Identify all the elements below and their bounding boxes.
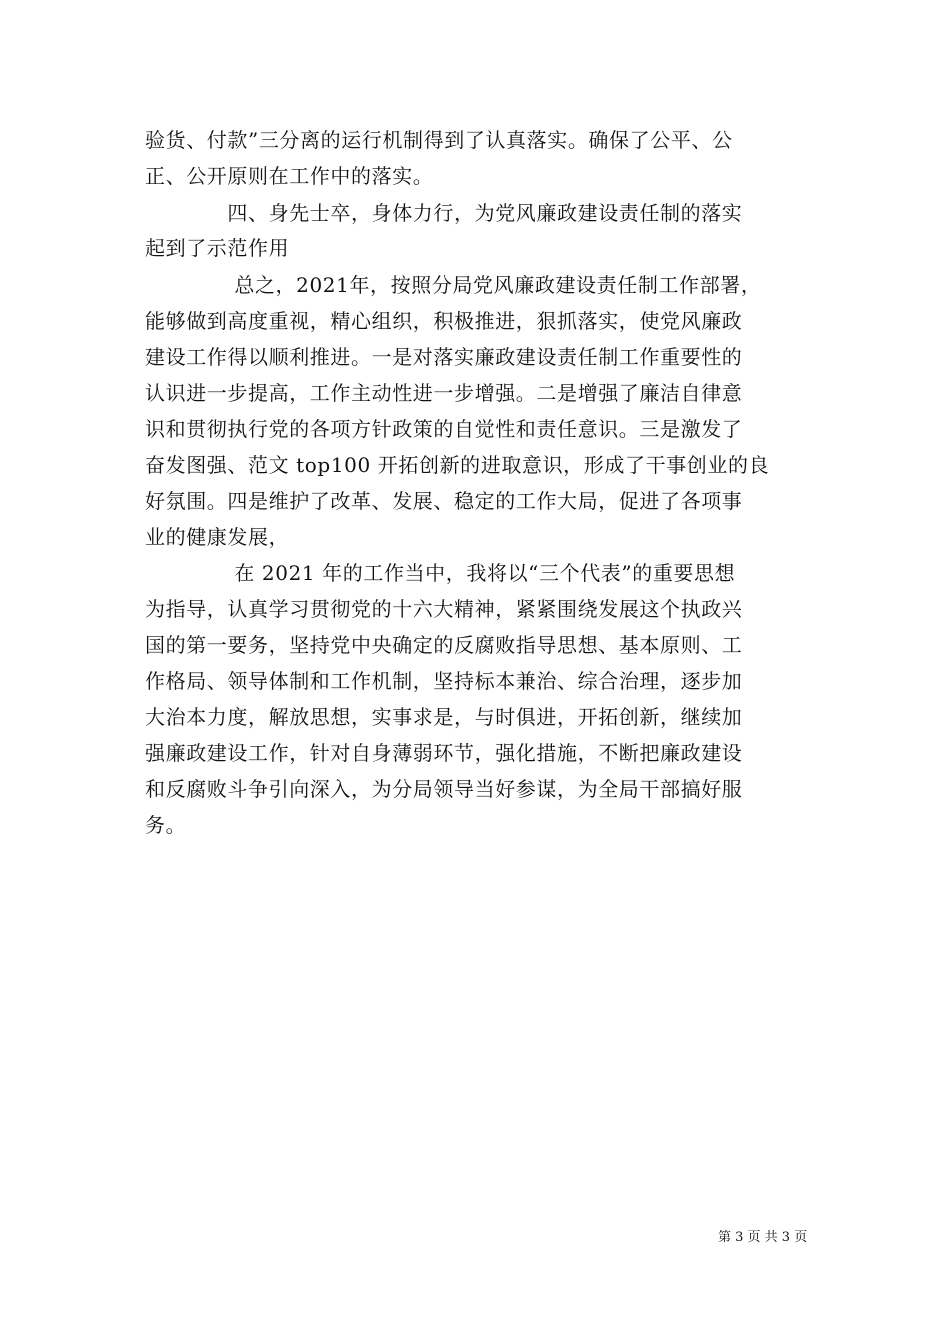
body-text-line: 建设工作得以顺利推进。一是对落实廉政建设责任制工作重要性的 <box>145 345 743 369</box>
body-text-line: 总之，2021年，按照分局党风廉政建设责任制工作部署， <box>145 273 762 297</box>
body-text-line: 强廉政建设工作，针对自身薄弱环节，强化措施，不断把廉政建设 <box>145 741 743 765</box>
body-text-line: 识和贯彻执行党的各项方针政策的自觉性和责任意识。三是激发了 <box>145 417 743 441</box>
body-text-line: 国的第一要务，坚持党中央确定的反腐败指导思想、基本原则、工 <box>145 633 743 657</box>
body-text-line: 作格局、领导体制和工作机制，坚持标本兼治、综合治理，逐步加 <box>145 669 743 693</box>
body-text-line: 好氛围。四是维护了改革、发展、稳定的工作大局，促进了各项事 <box>145 489 743 513</box>
section-heading-line: 起到了示范作用 <box>145 236 290 260</box>
body-text-line: 验货、付款”三分离的运行机制得到了认真落实。确保了公平、公 <box>145 128 733 152</box>
body-text-line: 和反腐败斗争引向深入，为分局领导当好参谋，为全局干部搞好服 <box>145 777 743 801</box>
body-text-line: 能够做到高度重视，精心组织，积极推进，狠抓落实，使党风廉政 <box>145 309 743 333</box>
body-text-line: 认识进一步提高，工作主动性进一步增强。二是增强了廉洁自律意 <box>145 381 743 405</box>
page-number-footer: 第 3 页 共 3 页 <box>718 1230 808 1245</box>
section-heading-line: 四、身先士卒，身体力行，为党风廉政建设责任制的落实 <box>145 201 743 225</box>
body-text-line: 正、公开原则在工作中的落实。 <box>145 164 434 188</box>
body-text-line: 务。 <box>145 813 187 837</box>
body-text-line: 大治本力度，解放思想，实事求是，与时俱进，开拓创新，继续加 <box>145 705 743 729</box>
body-text-line: 奋发图强、范文 top100 开拓创新的进取意识，形成了干事创业的良 <box>145 453 770 477</box>
body-text-line: 在 2021 年的工作当中，我将以“三个代表”的重要思想 <box>145 561 736 585</box>
body-text-line: 为指导，认真学习贯彻党的十六大精神，紧紧围绕发展这个执政兴 <box>145 597 743 621</box>
body-text-line: 业的健康发展， <box>145 525 290 549</box>
